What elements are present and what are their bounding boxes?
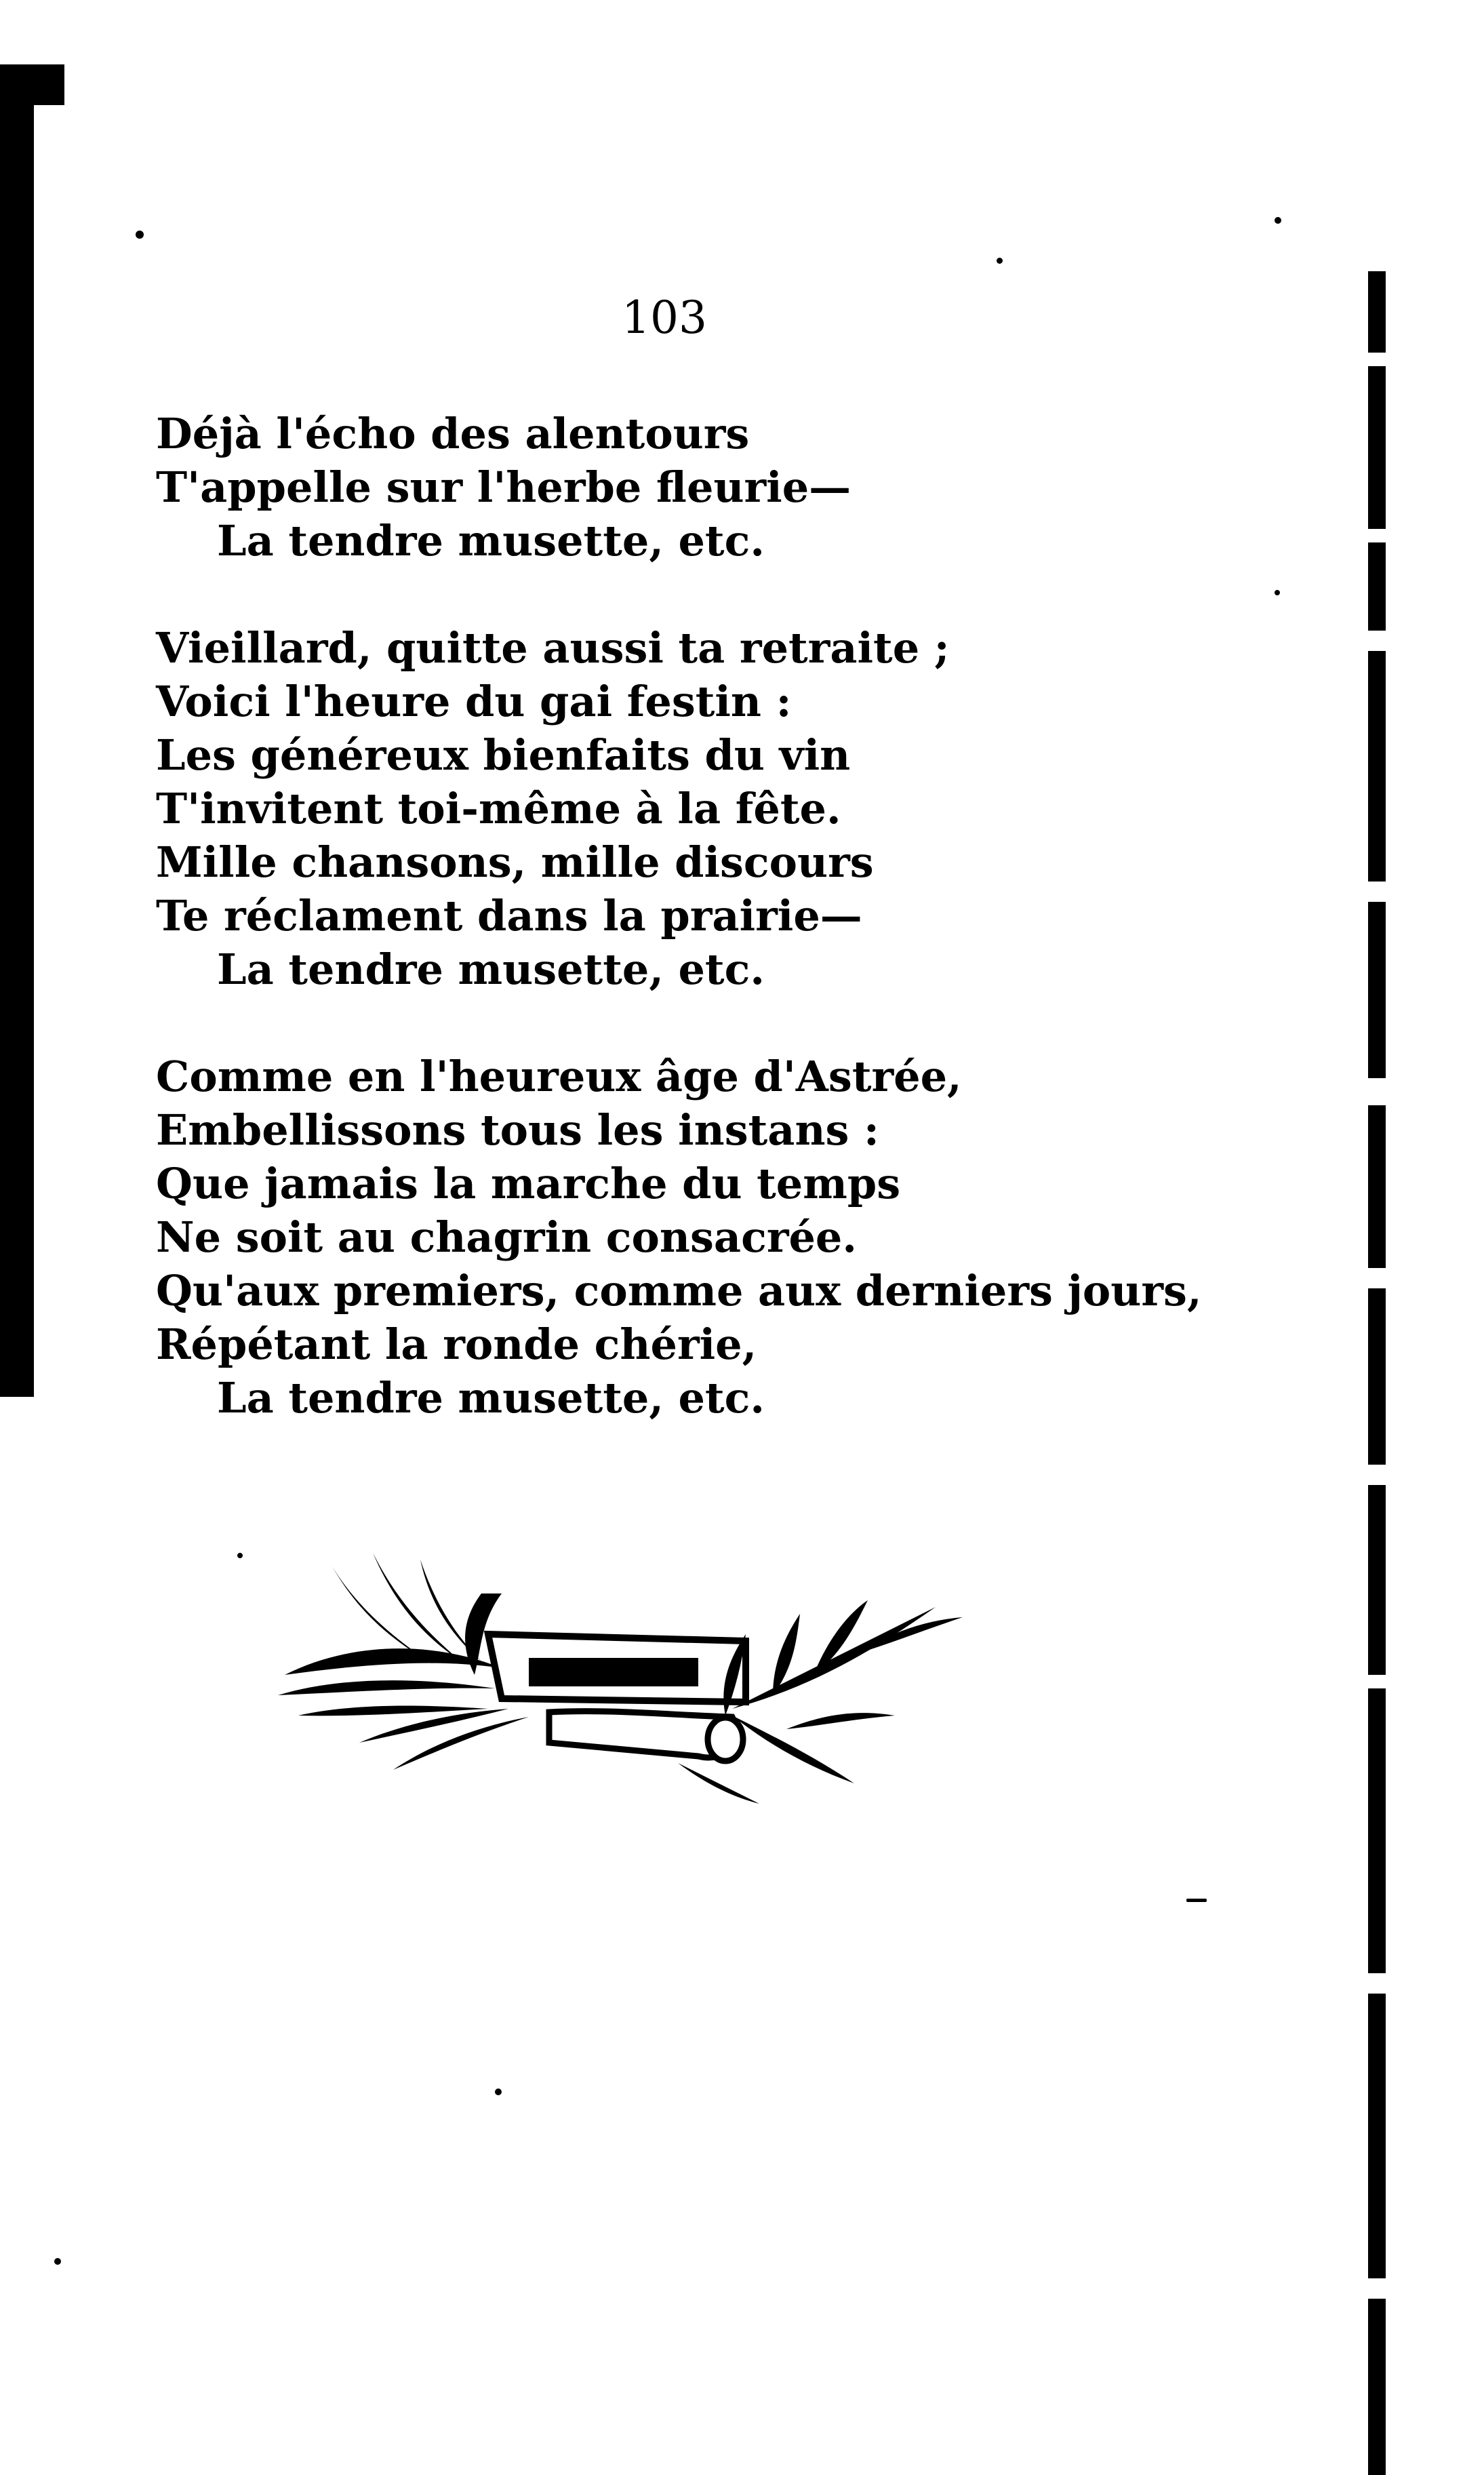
poem-body: [156, 407, 1241, 1478]
palm-branch-scroll-ornament-icon: [258, 1539, 1037, 1810]
poem-line: Vieillard, quitte aussi ta retraite ;: [156, 623, 950, 673]
stanza: [156, 1050, 1241, 1425]
poem-line: Ne soit au chagrin consacrée.: [156, 1212, 857, 1262]
stanza: [156, 407, 1241, 568]
poem-line: Voici l'heure du gai festin :: [156, 677, 792, 726]
dust-speck: [1186, 1899, 1207, 1902]
poem-line: Déjà l'écho des alentours: [156, 409, 750, 458]
dust-speck: [54, 2258, 61, 2265]
poem-line: Embellissons tous les instans :: [156, 1105, 879, 1155]
dust-speck: [495, 2088, 502, 2095]
poem-line: Les généreux bienfaits du vin: [156, 730, 851, 780]
stanza: [156, 621, 1241, 996]
refrain-line: La tendre musette, etc.: [217, 1373, 765, 1423]
poem-line: T'invitent toi-même à la fête.: [156, 784, 841, 833]
poem-line: Qu'aux premiers, comme aux derniers jours,: [156, 1266, 1202, 1315]
refrain-line: La tendre musette, etc.: [217, 945, 765, 994]
poem-line: T'appelle sur l'herbe fleurie—: [156, 462, 851, 512]
poem-line: Que jamais la marche du temps: [156, 1159, 901, 1208]
dust-speck: [1275, 217, 1281, 224]
poem-line: Répétant la ronde chérie,: [156, 1320, 757, 1369]
binding-edge: [0, 95, 34, 1397]
poem-line: Comme en l'heureux âge d'Astrée,: [156, 1052, 962, 1101]
dust-speck: [237, 1553, 243, 1558]
poem-line: Te réclament dans la prairie—: [156, 891, 862, 941]
dust-speck: [136, 231, 144, 239]
right-page-edge: [1368, 271, 1386, 2204]
dust-speck: [997, 258, 1003, 264]
page-number: 103: [622, 292, 707, 344]
refrain-line: La tendre musette, etc.: [217, 516, 765, 566]
poem-line: Mille chansons, mille discours: [156, 837, 874, 887]
dust-speck: [1275, 590, 1280, 595]
